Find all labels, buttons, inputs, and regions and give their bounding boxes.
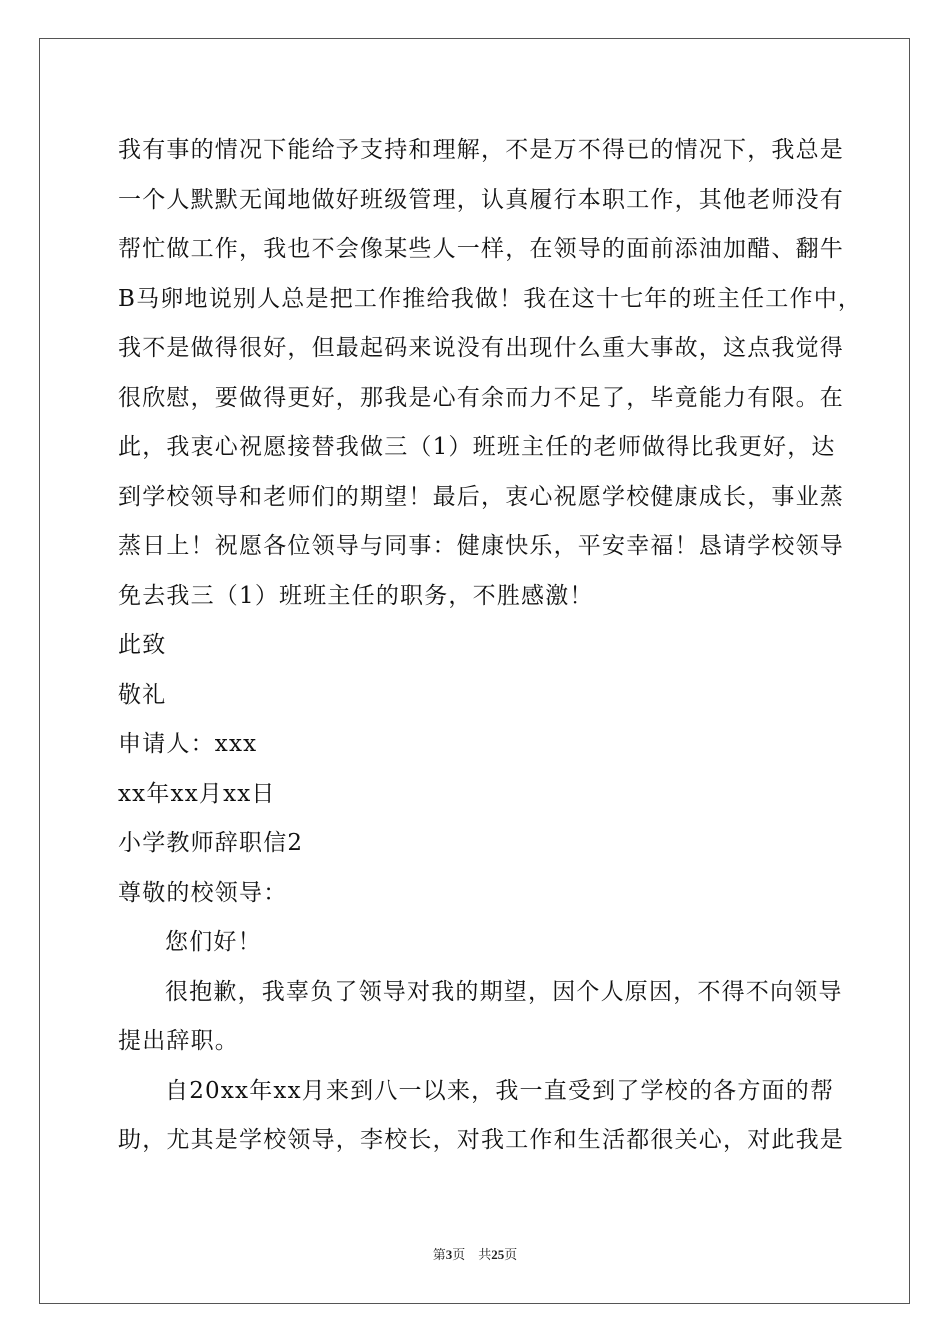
page-footer bbox=[0, 1244, 950, 1263]
text-line: 很欣慰，要做得更好，那我是心有余而力不足了，毕竟能力有限。在 bbox=[118, 384, 844, 411]
applicant-signature: 申请人：xxx bbox=[118, 731, 258, 757]
section-title: 小学教师辞职信2 bbox=[118, 830, 304, 856]
total-prefix: 共 bbox=[478, 1247, 492, 1262]
letter-body bbox=[118, 130, 863, 1170]
greeting-line: 您们好！ bbox=[165, 929, 262, 955]
text-line: 我有事的情况下能给予支持和理解，不是万不得已的情况下，我总是 bbox=[118, 137, 844, 163]
text-line: 我不是做得很好，但最起码来说没有出现什么重大事故，这点我觉得 bbox=[118, 335, 844, 361]
total-page-count: 25 bbox=[491, 1247, 505, 1262]
total-unit: 页 bbox=[504, 1247, 518, 1262]
text-line: 助，尤其是学校领导，李校长，对我工作和生活都很关心，对此我是 bbox=[118, 1127, 844, 1153]
page-unit: 页 bbox=[452, 1247, 466, 1262]
letter-date: xx年xx月xx日 bbox=[118, 780, 276, 807]
text-line: 一个人默默无闻地做好班级管理，认真履行本职工作，其他老师没有 bbox=[118, 186, 844, 213]
text-line: 帮忙做工作，我也不会像某些人一样，在领导的面前添油加醋、翻牛 bbox=[118, 236, 844, 262]
current-page-number: 3 bbox=[445, 1247, 453, 1262]
text-line: 蒸日上！祝愿各位领导与同事：健康快乐，平安幸福！恳请学校领导 bbox=[118, 533, 844, 559]
text-line: 此，我衷心祝愿接替我做三（1）班班主任的老师做得比我更好，达 bbox=[118, 434, 836, 460]
letter-salutation: 尊敬的校领导： bbox=[118, 879, 288, 906]
text-line: 自20xx年xx月来到八一以来，我一直受到了学校的各方面的帮 bbox=[165, 1077, 835, 1104]
text-line: 到学校领导和老师们的期望！最后，衷心祝愿学校健康成长，事业蒸 bbox=[118, 483, 844, 510]
text-line: B马卵地说别人总是把工作推给我做！我在这十七年的班主任工作中， bbox=[118, 285, 863, 312]
text-line: 提出辞职。 bbox=[118, 1028, 239, 1054]
text-line: 很抱歉，我辜负了领导对我的期望，因个人原因，不得不向领导 bbox=[165, 978, 843, 1005]
page-prefix: 第 bbox=[432, 1247, 446, 1262]
closing-regards: 敬礼 bbox=[118, 681, 167, 708]
text-line: 免去我三（1）班班主任的职务，不胜感激！ bbox=[118, 582, 594, 609]
closing-salutation: 此致 bbox=[118, 632, 167, 658]
